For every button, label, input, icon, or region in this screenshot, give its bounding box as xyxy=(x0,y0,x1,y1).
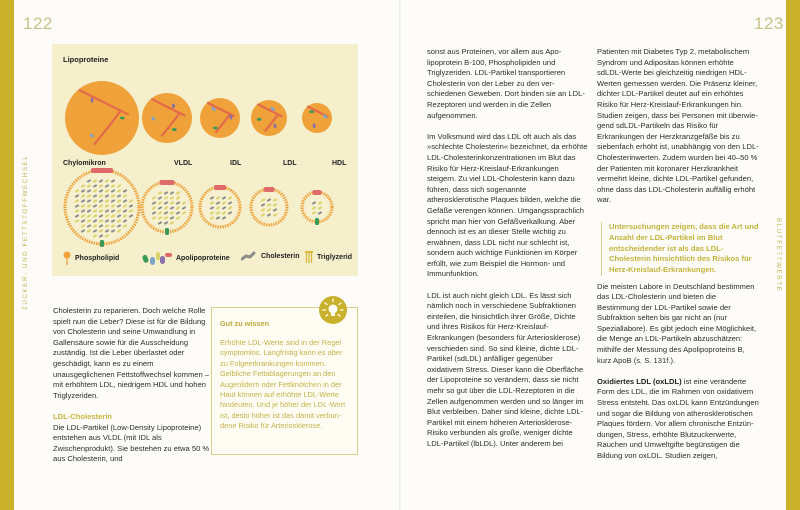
pull-quote: Untersuchungen zeigen, dass die Art und Anzahl der LDL-Partikel im Blut entscheidender ist als das LDL-Cholesterin hinsichtlich des Risikos für Herz-Kreislauf-Erkrankungen. xyxy=(601,222,759,276)
apolipoprotein xyxy=(313,190,322,195)
apolipoprotein xyxy=(120,117,125,120)
paragraph: sonst aus Proteinen, vor allem aus Apolipoprotein B-100, Phospholipiden und Triglyzeriden. LDL-Partikel transportieren Cholesterin von der Leber zu den verschiedenen Geweben. Dort binden sie an LDL-Rezeptoren und werden in die Zellen aufgenommen. xyxy=(427,47,585,120)
particle-exterior xyxy=(65,81,139,155)
legend-apolipoproteine xyxy=(142,251,230,265)
apolipoprotein xyxy=(214,185,226,190)
paragraph: Cholesterin zu reparieren. Doch welche Rolle spielt nun die Leber? Diese ist für die Bildung von Cholesterin und seine Umwandlung in Gallensäure sowie für die Ausscheidung zuständig. Ist die Leber überlastet oder geschädigt, kann es zu einem unausgeglichenen Fettstoffwechsel kommen – mit erhöhtem LDL, niedrigem HDL und hohen Triglyzeriden. xyxy=(53,306,210,400)
paragraph: Die meisten Labore in Deutschland bestimmen das LDL-Cholesterin und bieten die Bestimmung der LDL-Partikel sowie der Subfraktion selten bis gar nicht an (nur Speziallabore). Es gibt jedoch eine Möglichkeit, die Menge an LDL-Partikeln abzuschätzen: mithilfe der Messung des Apolipoproteins B, kurz ApoB (s. S. 131f.). xyxy=(597,281,757,365)
label-idl: IDL xyxy=(230,160,242,167)
paragraph: LDL ist auch nicht gleich LDL. Es lässt sich nämlich noch in verschiedene Subfraktionen einteilen, die hinsichtlich ihrer Größe, Dichte und ihres Risikos für Herz-Kreislauf-Erkrankungen (besonders für Arteriosklerose) verschieden sind. So sind kleine, dichte LDL-Partikel (sdLDL) anfälliger gegenüber oxidativem Stress. Dieser kann die Oberfläche der Lipoproteine so verändern, dass sie nicht mehr so gut über die LDL-Rezeptoren in die Zellen aufgenommen werden und so länger im Blut verbleiben. Daher sind kleine, dichte LDL-Partikel mit einem höheren Arteriosklerose-Risiko verbunden als große, weniger dichte LDL-Partikel (lbLDL). Unter anderem bei xyxy=(427,290,584,448)
apolipoprotein xyxy=(91,168,113,173)
page-edge-right xyxy=(786,0,800,510)
phospholipid-icon xyxy=(63,251,71,265)
chapter-side-label: ZUCKER- UND FETTSTOFFWECHSEL xyxy=(22,154,29,310)
paragraph-text: ist eine veränderte Form des LDL, die im Rahmen von oxidativem Stress entsteht. Das oxLDL kann Entzündungen und sogar die Bildung von atherosklerotischen Plaques fördern. Vor allem chronische Entzündungen, Stress, erhöhte Blutzuckerwerte, Rauchen und Umweltgifte begünstigen die Bildung von oxLDL. Studien zeigen, xyxy=(597,376,759,460)
info-box-text: Erhöhte LDL-Werte sind in der Regel symptomlos. Langfristig kann es aber zu Folgeerkrankungen kommen. Gelbliche Fettablagerungen an den Augenlidern oder Fettknötchen in der Haut können auf erhöhte LDL-Werte hindeuten. Und je höher der LDL-Wert ist, desto höher ist das damit verbundene Risiko für Arteriosklerose. xyxy=(220,338,346,431)
apolipoprotein xyxy=(172,128,177,131)
particle-exterior xyxy=(251,100,287,136)
text-column-3 xyxy=(427,47,589,460)
apolipoprotein-icon xyxy=(142,251,172,265)
section-side-label: BLUTFETTWERTE xyxy=(775,218,782,293)
apolipoprotein xyxy=(100,240,104,247)
book-gutter xyxy=(399,0,401,510)
cholesterin-icon xyxy=(241,251,257,261)
label-chylomikron: Chylomikron xyxy=(63,160,106,167)
particle-exterior xyxy=(142,93,192,143)
lightbulb-icon xyxy=(319,296,347,324)
paragraph xyxy=(597,377,759,462)
apolipoprotein xyxy=(315,218,319,225)
apolipoprotein xyxy=(257,118,262,121)
legend-label: Apolipoproteine xyxy=(176,254,230,262)
label-hdl: HDL xyxy=(332,160,347,167)
label-ldl: LDL xyxy=(283,160,297,167)
page-edge-left xyxy=(0,0,14,510)
page-number-right: 123 xyxy=(754,14,784,33)
info-box-title: Gut zu wissen xyxy=(220,319,270,328)
apolipoprotein xyxy=(213,127,218,130)
legend-cholesterin xyxy=(241,251,300,261)
legend-triglyzerid xyxy=(305,251,352,263)
particle-exterior xyxy=(200,98,240,138)
legend-label: Cholesterin xyxy=(261,252,300,260)
figure-title: Lipoproteine xyxy=(63,55,109,64)
paragraph: Im Volksmund wird das LDL oft auch als das »schlechte Cholesterin« bezeichnet, da erhöhte LDL-Cholesterinkonzentrationen im Blut das Risiko für Herz-Kreislauf-Erkrankungen steigern. Zu viel LDL-Cholesterin kann dazu führen, dass sich sogenannte atherosklerotische Plaques bilden, welche die Gefäße verengen können. Umgangssprachlich spricht man hier von Gefäßverkalkung. Aber dennoch ist es an dieser Stelle wichtig zu erwähnen, dass LDL nicht nur schlecht ist, sondern auch wichtige Funktionen im Körper erfüllt, wie zum Beispiel die Hormon- und Immunfunktion. xyxy=(427,131,588,279)
particle-exterior xyxy=(302,103,332,133)
legend-phospholipid xyxy=(63,251,119,265)
text-column-1 xyxy=(53,306,213,476)
subheading-ldl-cholesterin: LDL-Cholesterin xyxy=(53,411,113,421)
term-oxldl: Oxidiertes LDL (oxLDL) xyxy=(597,376,682,386)
apolipoprotein xyxy=(309,110,314,113)
paragraph: Die LDL-Partikel (Low-Density Lipoproteine) entstehen aus VLDL (mit IDL als Zwischenprodukt). Sie bestehen zu etwa 50 % aus Cholesterin, und xyxy=(53,422,210,464)
legend-label: Phospholipid xyxy=(75,254,120,262)
particle-core xyxy=(255,193,283,221)
lipoprotein-figure xyxy=(52,44,358,276)
particle-core xyxy=(306,196,328,218)
paragraph: Patienten mit Diabetes Typ 2, metabolischem Syndrom und Adipositas können erhöhte sdLDL-Werte bei gleichzeitig niedrigen HDL-Werten gemessen werden. Die Präsenz kleiner, dichter LDL-Partikel deutet auf ein erhöhtes Risiko für Herz-Kreislauf-Erkrankungen hin. Studien zeigen, dass bei Personen mit überwiegend sdLDL-Partikeln das Risiko für Erkrankungen der Herzkranzgefäße bis zu siebenfach erhöht ist, unabhängig von den LDL-Cholesterinwerten. Zudem wurden bei 40–50 % der Patienten mit koronarer Herzkrankheit vermehrt kleine, dichte LDL-Partikel gefunden, ohne dass das LDL-Cholesterin auffällig erhöht war. xyxy=(597,47,759,205)
page-number-left: 122 xyxy=(23,14,53,33)
legend-label: Triglyzerid xyxy=(317,253,353,261)
apolipoprotein xyxy=(165,228,169,235)
info-box xyxy=(211,307,358,455)
triglyzerid-icon xyxy=(305,251,313,263)
apolipoprotein xyxy=(264,187,275,192)
apolipoprotein xyxy=(160,180,175,185)
label-vldl: VLDL xyxy=(174,160,193,167)
